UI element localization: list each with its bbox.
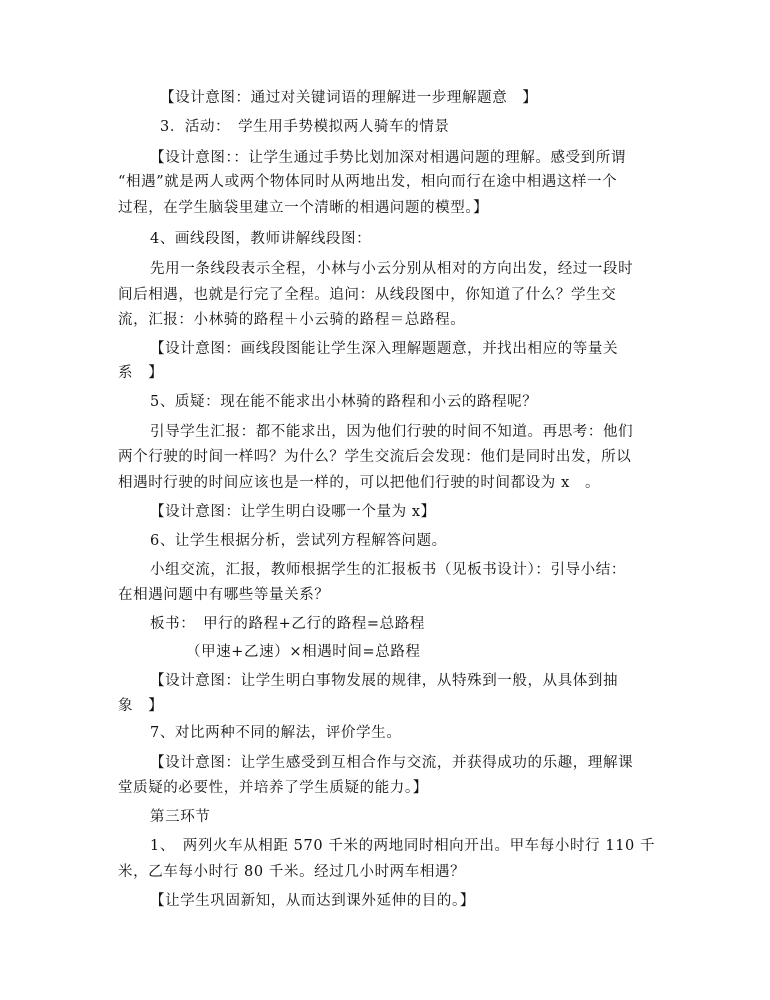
step-4-para-line3: 流，汇报：小林骑的路程＋小云骑的路程＝总路程。 xyxy=(118,312,466,328)
step-5-heading: 5、质疑：现在能不能求出小林骑的路程和小云的路程呢？ xyxy=(150,394,538,410)
step-6-heading: 6、让学生根据分析，尝试列方程解答问题。 xyxy=(150,533,447,549)
step-4-para-line1: 先用一条线段表示全程，小林与小云分别从相对的方向出发，经过一段时 xyxy=(150,261,634,277)
board-note-line1: 板书： 甲行的路程+乙行的路程=总路程 xyxy=(150,616,425,632)
design-intent-3-line2: 系 】 xyxy=(118,365,164,381)
step-5-para-line3: 相遇时行驶的时间应该也是一样的，可以把他们行驶的时间都设为 x 。 xyxy=(118,475,601,491)
board-note-line2: （甲速+乙速）×相遇时间=总路程 xyxy=(186,644,421,660)
step-6-para-line2: 在相遇问题中有哪些等量关系？ xyxy=(118,587,330,603)
design-intent-2-line1: 【设计意图：：让学生通过手势比划加深对相遇问题的理解。感受到所谓 xyxy=(150,150,626,166)
step-4-para-line2: 间后相遇，也就是行完了全程。追问：从线段图中，你知道了什么？学生交 xyxy=(118,287,617,303)
design-intent-7: 【让学生巩固新知，从而达到课外延伸的目的。】 xyxy=(150,893,475,909)
step-4-heading: 4、画线段图，教师讲解线段图： xyxy=(150,231,372,247)
activity-3: 3．活动： 学生用手势模拟两人骑车的情景 xyxy=(160,119,450,135)
design-intent-5-line1: 【设计意图：让学生明白事物发展的规律，从特殊到一般，从具体到抽 xyxy=(150,673,619,689)
design-intent-6-line2: 堂质疑的必要性，并培养了学生质疑的能力。】 xyxy=(118,780,428,796)
design-intent-3-line1: 【设计意图：画线段图能让学生深入理解题题意，并找出相应的等量关 xyxy=(150,341,619,357)
section-3-heading: 第三环节 xyxy=(150,809,211,825)
step-7-heading: 7、对比两种不同的解法，评价学生。 xyxy=(150,725,402,741)
exercise-1-line2: 米，乙车每小时行 80 千米。经过几小时两车相遇？ xyxy=(118,864,466,880)
step-5-para-line1: 引导学生汇报：都不能求出，因为他们行驶的时间不知道。再思考：他们 xyxy=(150,424,634,440)
design-intent-1: 【设计意图：通过对关键词语的理解进一步理解题意 】 xyxy=(160,90,538,106)
design-intent-6-line1: 【设计意图：让学生感受到互相合作与交流，并获得成功的乐趣，理解课 xyxy=(150,755,634,771)
design-intent-2-line2: “相遇”就是两人或两个物体同时从两地出发，相向而行在途中相遇这样一个 xyxy=(118,174,618,190)
design-intent-4: 【设计意图：让学生明白设哪一个量为 x】 xyxy=(150,504,436,520)
step-6-para-line1: 小组交流，汇报，教师根据学生的汇报板书（见板书设计）：引导小结： xyxy=(150,562,626,578)
step-5-para-line2: 两个行驶的时间一样吗？为什么？学生交流后会发现：他们是同时出发，所以 xyxy=(118,449,632,465)
design-intent-2-line3: 过程，在学生脑袋里建立一个清晰的相遇问题的模型。】 xyxy=(118,200,489,216)
design-intent-5-line2: 象 】 xyxy=(118,698,164,714)
exercise-1-line1: 1、 两列火车从相距 570 千米的两地同时相向开出。甲车每小时行 110 千 xyxy=(150,838,656,854)
